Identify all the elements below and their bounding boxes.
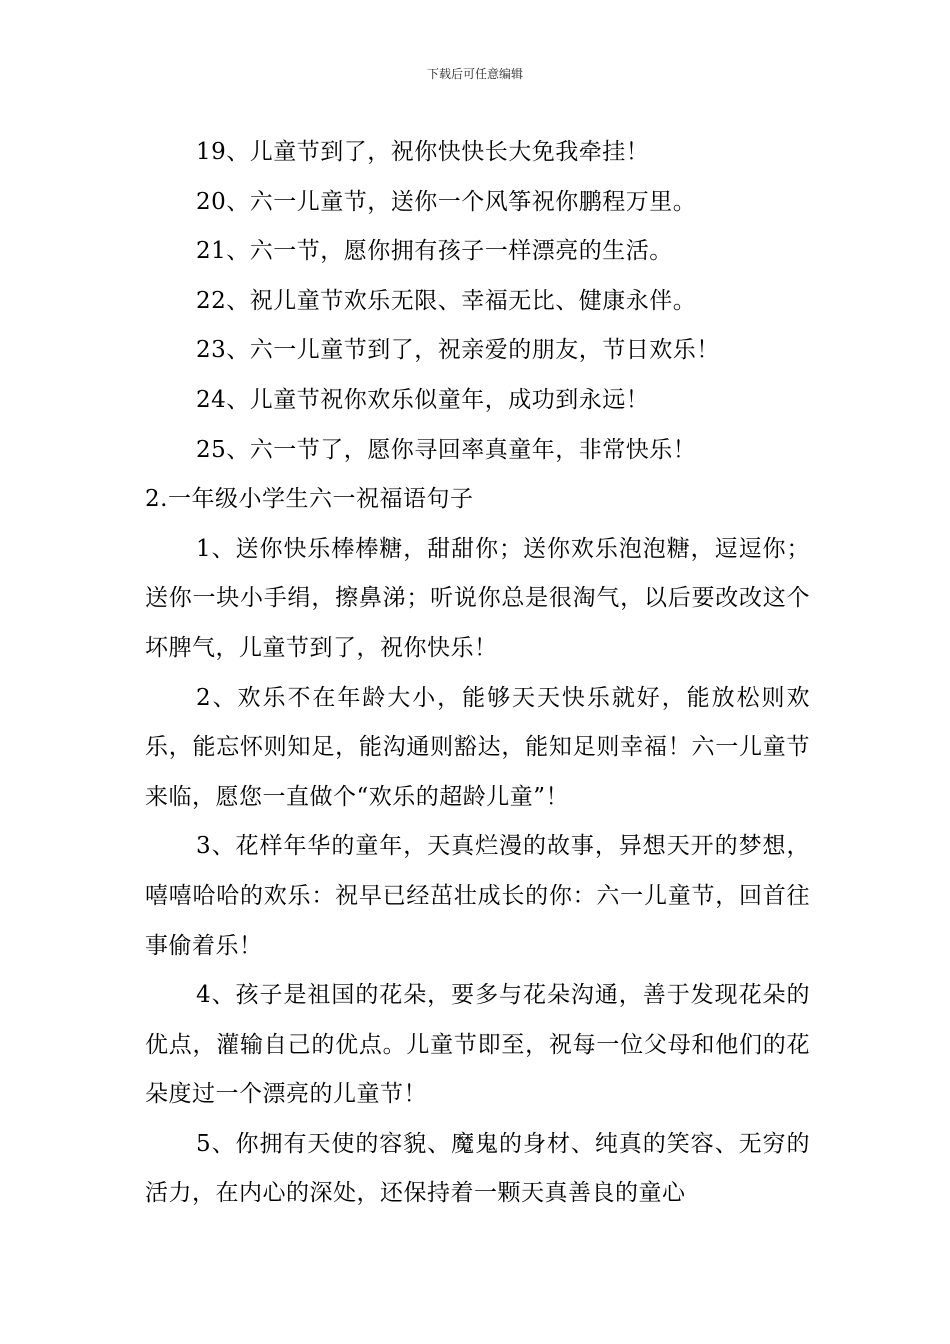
page-header: 下载后可任意编辑 bbox=[426, 67, 523, 81]
list-item: 23、六一儿童节到了，祝亲爱的朋友，节日欢乐！ bbox=[196, 337, 720, 364]
list-item: 20、六一儿童节，送你一个风筝祝你鹏程万里。 bbox=[196, 188, 697, 215]
paragraph: 1、送你快乐棒棒糖，甜甜你；送你欢乐泡泡糖，逗逗你；送你一块小手绢，擦鼻涕；听说你总是很淘气，以后要改改这个坏脾气，儿童节到了，祝你快乐！ bbox=[145, 535, 810, 661]
list-item: 19、儿童节到了，祝你快快长大免我牵挂！ bbox=[196, 139, 650, 165]
paragraph: 3、花样年华的童年，天真烂漫的故事，异想天开的梦想，嘻嘻哈哈的欢乐：祝早已经茁壮成长的你：六一儿童节，回首往事偷着乐！ bbox=[145, 833, 810, 959]
paragraph: 5、你拥有天使的容貌、魔鬼的身材、纯真的笑容、无穷的活力，在内心的深处，还保持着一颗天真善良的童心 bbox=[145, 1130, 810, 1207]
paragraph: 2、欢乐不在年龄大小，能够天天快乐就好，能放松则欢乐，能忘怀则知足，能沟通则豁达，能知足则幸福！六一儿童节来临，愿您一直做个“欢乐的超龄儿童”！ bbox=[145, 684, 810, 810]
list-item: 22、祝儿童节欢乐无限、幸福无比、健康永伴。 bbox=[196, 287, 697, 314]
list-item: 24、儿童节祝你欢乐似童年，成功到永远！ bbox=[196, 386, 650, 413]
section-heading: 2.一年级小学生六一祝福语句子 bbox=[145, 486, 474, 513]
document-body bbox=[145, 128, 810, 1219]
list-item: 25、六一节了，愿你寻回率真童年，非常快乐！ bbox=[196, 436, 697, 463]
paragraph: 4、孩子是祖国的花朵，要多与花朵沟通，善于发现花朵的优点，灌输自己的优点。儿童节即至，祝每一位父母和他们的花朵度过一个漂亮的儿童节！ bbox=[145, 982, 810, 1108]
list-item: 21、六一节，愿你拥有孩子一样漂亮的生活。 bbox=[196, 238, 673, 265]
